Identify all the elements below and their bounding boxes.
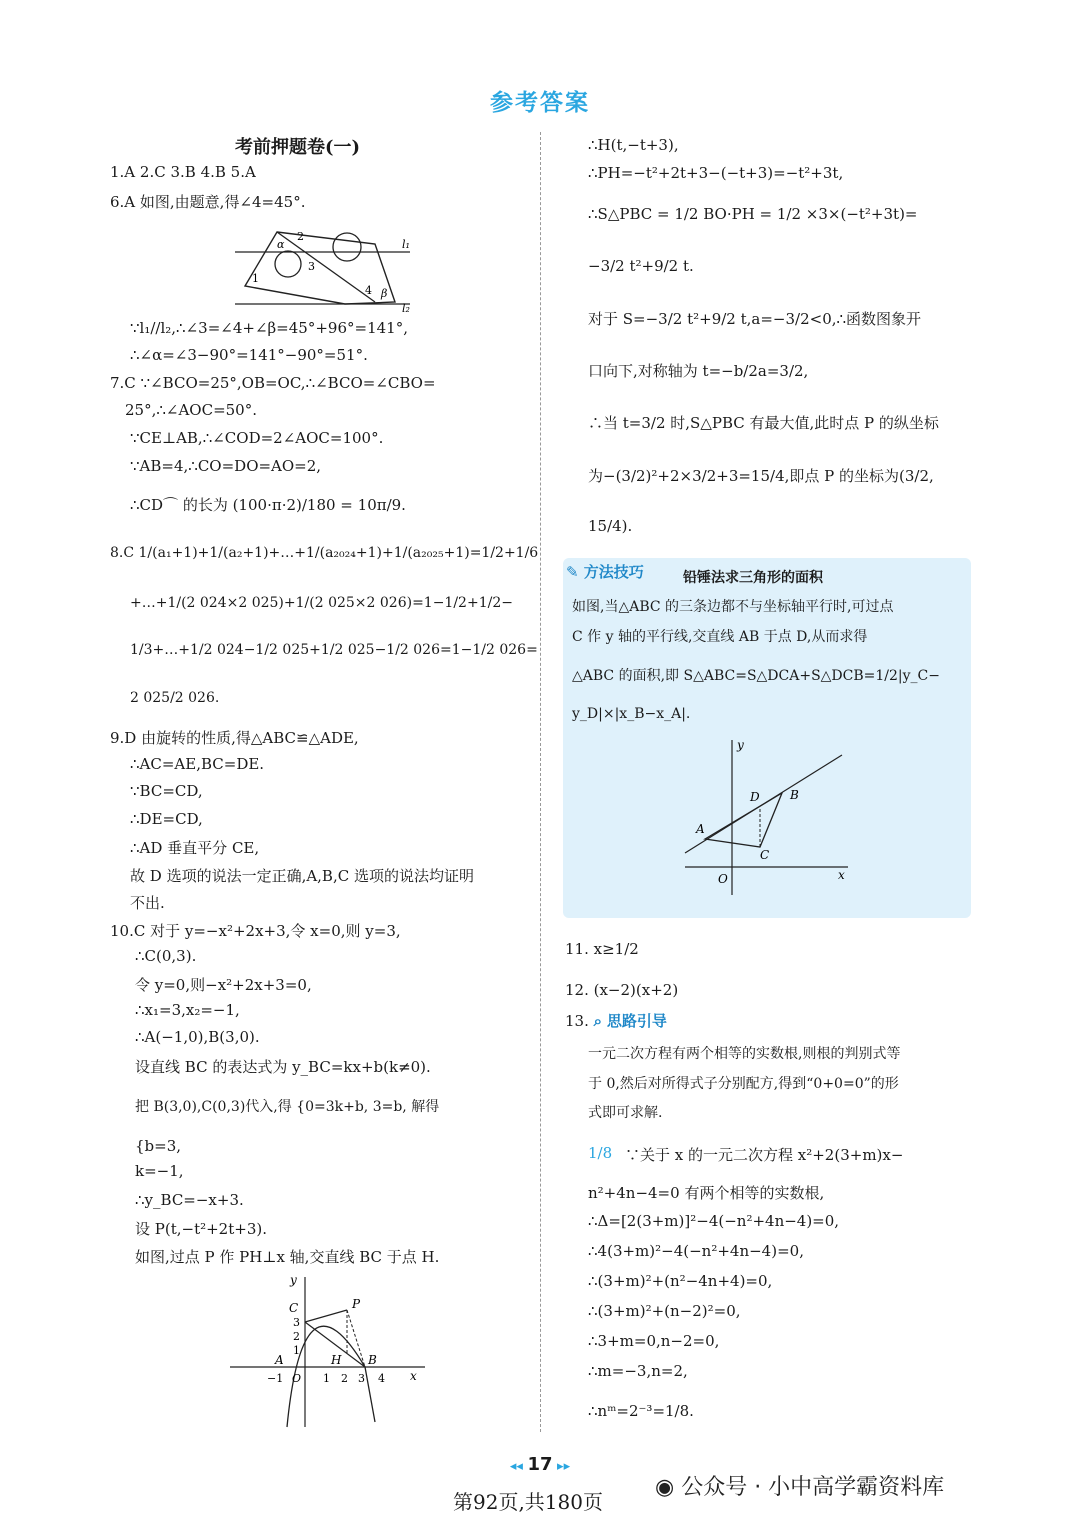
label-b: B bbox=[790, 788, 799, 802]
q10-line9: k=−1, bbox=[135, 1162, 184, 1180]
tick-y3: 3 bbox=[293, 1316, 300, 1329]
q13-answer: 1/8 bbox=[588, 1144, 613, 1162]
method-label: ✎ 方法技巧 bbox=[566, 563, 644, 581]
q8-line2: +…+1/(2 024×2 025)+1/(2 025×2 026)=1−1/2+1/2− bbox=[130, 595, 513, 611]
label-1: 1 bbox=[252, 272, 259, 285]
tick-x-neg1: −1 bbox=[267, 1372, 284, 1385]
q9-line1: 9.D 由旋转的性质,得△ABC≌△ADE, bbox=[110, 729, 359, 747]
page-number: ◂◂ 17 ▸▸ bbox=[509, 1454, 571, 1475]
prev-arrows-icon: ◂◂ bbox=[509, 1459, 528, 1474]
q9-line3: ∵BC=CD, bbox=[130, 782, 203, 800]
q10-line11: 设 P(t,−t²+2t+3). bbox=[135, 1220, 267, 1238]
r-line2: ∴PH=−t²+2t+3−(−t+3)=−t²+3t, bbox=[588, 164, 844, 182]
q13-line5: ∴(3+m)²+(n²−4n+4)=0, bbox=[588, 1272, 773, 1290]
q13-hint2: 于 0,然后对所得式子分别配方,得到“0+0=0”的形 bbox=[588, 1076, 899, 1092]
q9-line7: 不出. bbox=[130, 894, 165, 912]
notebook-icon: ✎ bbox=[566, 563, 584, 581]
q10-line4: ∴x₁=3,x₂=−1, bbox=[135, 1001, 240, 1019]
label-h: H bbox=[331, 1353, 342, 1367]
label-x: x bbox=[838, 868, 845, 882]
q8-line1: 8.C 1/(a₁+1)+1/(a₂+1)+…+1/(a₂₀₂₄+1)+1/(a₂₀₂₅+1)=1/2+1/6 bbox=[110, 545, 539, 561]
label-o: O bbox=[718, 872, 728, 886]
next-arrows-icon: ▸▸ bbox=[552, 1459, 571, 1474]
q7-line4: ∵AB=4,∴CO=DO=AO=2, bbox=[130, 457, 322, 475]
q13-line3: ∴Δ=[2(3+m)]²−4(−n²+4n−4)=0, bbox=[588, 1212, 840, 1230]
circle-right bbox=[333, 233, 361, 261]
page-info: 第92页,共180页 bbox=[453, 1490, 603, 1514]
label-o: O bbox=[292, 1372, 302, 1385]
wechat-icon: ◉ bbox=[655, 1475, 682, 1500]
q7-line2: 25°,∴∠AOC=50°. bbox=[125, 401, 257, 419]
q13-number: 13. bbox=[565, 1012, 589, 1030]
column-divider bbox=[540, 132, 541, 1432]
section-title: 考前押题卷(一) bbox=[235, 137, 361, 158]
r-line6: 口向下,对称轴为 t=−b/2a=3/2, bbox=[588, 362, 809, 380]
q7-line5: ∴CD⌒ 的长为 (100·π·2)/180 = 10π/9. bbox=[130, 496, 406, 514]
label-alpha: α bbox=[277, 238, 285, 251]
r-line5: 对于 S=−3/2 t²+9/2 t,a=−3/2<0,∴函数图象开 bbox=[588, 310, 922, 328]
label-b: B bbox=[368, 1353, 377, 1367]
label-4: 4 bbox=[365, 284, 372, 297]
tick-x2: 2 bbox=[341, 1372, 348, 1385]
q10-line2: ∴C(0,3). bbox=[135, 947, 197, 965]
label-p: P bbox=[352, 1297, 361, 1311]
q10-line10: ∴y_BC=−x+3. bbox=[135, 1191, 244, 1209]
label-c: C bbox=[289, 1301, 299, 1315]
segment-pb bbox=[347, 1310, 365, 1367]
label-l2: l₂ bbox=[402, 302, 410, 314]
figure-q6 bbox=[225, 222, 425, 314]
r-line4: −3/2 t²+9/2 t. bbox=[588, 257, 694, 275]
label-c: C bbox=[760, 848, 770, 862]
label-y: y bbox=[290, 1273, 297, 1287]
q10-line3: 令 y=0,则−x²+2x+3=0, bbox=[135, 976, 312, 994]
label-l1: l₁ bbox=[402, 238, 410, 251]
q13-line7: ∴3+m=0,n−2=0, bbox=[588, 1332, 720, 1350]
q9-line2: ∴AC=AE,BC=DE. bbox=[130, 755, 265, 773]
tick-x3: 3 bbox=[358, 1372, 365, 1385]
label-y: y bbox=[737, 738, 744, 752]
answers-1-5: 1.A 2.C 3.B 4.B 5.A bbox=[110, 163, 256, 181]
triangle-abc bbox=[705, 793, 782, 847]
q7-line3: ∵CE⊥AB,∴∠COD=2∠AOC=100°. bbox=[130, 429, 384, 447]
q13-hint1: 一元二次方程有两个相等的实数根,则根的判别式等 bbox=[588, 1046, 901, 1062]
q8-line4: 2 025/2 026. bbox=[130, 690, 220, 706]
label-3: 3 bbox=[308, 260, 315, 273]
label-d: D bbox=[750, 790, 760, 804]
label-a: A bbox=[275, 1353, 284, 1367]
q13-line6: ∴(3+m)²+(n−2)²=0, bbox=[588, 1302, 741, 1320]
tick-x1: 1 bbox=[323, 1372, 330, 1385]
q6-step1: ∵l₁//l₂,∴∠3=∠4+∠β=45°+96°=141°, bbox=[130, 319, 408, 337]
line-cp bbox=[305, 1310, 347, 1322]
answer-12: 12. (x−2)(x+2) bbox=[565, 981, 679, 999]
r-line7: ∴当 t=3/2 时,S△PBC 有最大值,此时点 P 的纵坐标 bbox=[588, 414, 939, 432]
q13-header bbox=[565, 1010, 667, 1031]
q10-line1: 10.C 对于 y=−x²+2x+3,令 x=0,则 y=3, bbox=[110, 922, 401, 940]
label-beta: β bbox=[381, 287, 388, 300]
method-line2: C 作 y 轴的平行线,交直线 AB 于点 D,从而求得 bbox=[572, 629, 868, 645]
figure-quad bbox=[245, 232, 395, 304]
q13-line2: n²+4n−4=0 有两个相等的实数根, bbox=[588, 1184, 825, 1202]
q13-line8: ∴m=−3,n=2, bbox=[588, 1362, 688, 1380]
answer-11: 11. x≥1/2 bbox=[565, 940, 639, 958]
tick-y2: 2 bbox=[293, 1330, 300, 1343]
page-title: 参考答案 bbox=[490, 90, 590, 116]
q10-line5: ∴A(−1,0),B(3,0). bbox=[135, 1028, 260, 1046]
q6-line: 6.A 如图,由题意,得∠4=45°. bbox=[110, 193, 306, 211]
q10-line6: 设直线 BC 的表达式为 y_BC=kx+b(k≠0). bbox=[135, 1058, 431, 1076]
r-line3: ∴S△PBC = 1/2 BO·PH = 1/2 ×3×(−t²+3t)= bbox=[588, 205, 918, 223]
method-line4: y_D|×|x_B−x_A|. bbox=[572, 706, 691, 722]
method-line1: 如图,当△ABC 的三条边都不与坐标轴平行时,可过点 bbox=[572, 599, 894, 615]
q13-line4: ∴4(3+m)²−4(−n²+4n−4)=0, bbox=[588, 1242, 804, 1260]
q8-line3: 1/3+…+1/2 024−1/2 025+1/2 025−1/2 026=1−1/2 026= bbox=[130, 642, 538, 658]
method-line3: △ABC 的面积,即 S△ABC=S△DCA+S△DCB=1/2|y_C− bbox=[572, 668, 940, 684]
q6-step2: ∴∠α=∠3−90°=141°−90°=51°. bbox=[130, 346, 368, 364]
q9-line4: ∴DE=CD, bbox=[130, 810, 203, 828]
method-subtitle: 铅锤法求三角形的面积 bbox=[683, 570, 823, 586]
label-x: x bbox=[410, 1369, 417, 1383]
tick-y1: 1 bbox=[293, 1344, 300, 1357]
q7-line1: 7.C ∵∠BCO=25°,OB=OC,∴∠BCO=∠CBO= bbox=[110, 374, 436, 392]
q10-line12: 如图,过点 P 作 PH⊥x 轴,交直线 BC 于点 H. bbox=[135, 1248, 440, 1266]
figure-q10 bbox=[225, 1272, 435, 1432]
r-line1: ∴H(t,−t+3), bbox=[588, 136, 679, 154]
r-line8: 为−(3/2)²+2×3/2+3=15/4,即点 P 的坐标为(3/2, bbox=[588, 467, 934, 485]
q10-line8: {b=3, bbox=[135, 1137, 182, 1155]
q13-line1: ∵关于 x 的一元二次方程 x²+2(3+m)x− bbox=[625, 1146, 904, 1164]
figure-method bbox=[680, 735, 850, 900]
q13-hint3: 式即可求解. bbox=[588, 1105, 663, 1121]
q13-hint-label: 思路引导 bbox=[606, 1012, 667, 1030]
q9-line5: ∴AD 垂直平分 CE, bbox=[130, 839, 260, 857]
q9-line6: 故 D 选项的说法一定正确,A,B,C 选项的说法均证明 bbox=[130, 867, 474, 885]
circle-left bbox=[275, 251, 301, 277]
tick-x4: 4 bbox=[378, 1372, 385, 1385]
label-2: 2 bbox=[297, 230, 304, 243]
q10-line7: 把 B(3,0),C(0,3)代入,得 {0=3k+b, 3=b, 解得 bbox=[135, 1099, 440, 1115]
label-a: A bbox=[696, 822, 705, 836]
r-line9: 15/4). bbox=[588, 517, 633, 535]
q13-line9: ∴nᵐ=2⁻³=1/8. bbox=[588, 1402, 694, 1420]
magnifier-icon: ⌕ bbox=[593, 1012, 603, 1030]
watermark: ◉ 公众号 · 小中高学霸资料库 bbox=[655, 1475, 945, 1500]
